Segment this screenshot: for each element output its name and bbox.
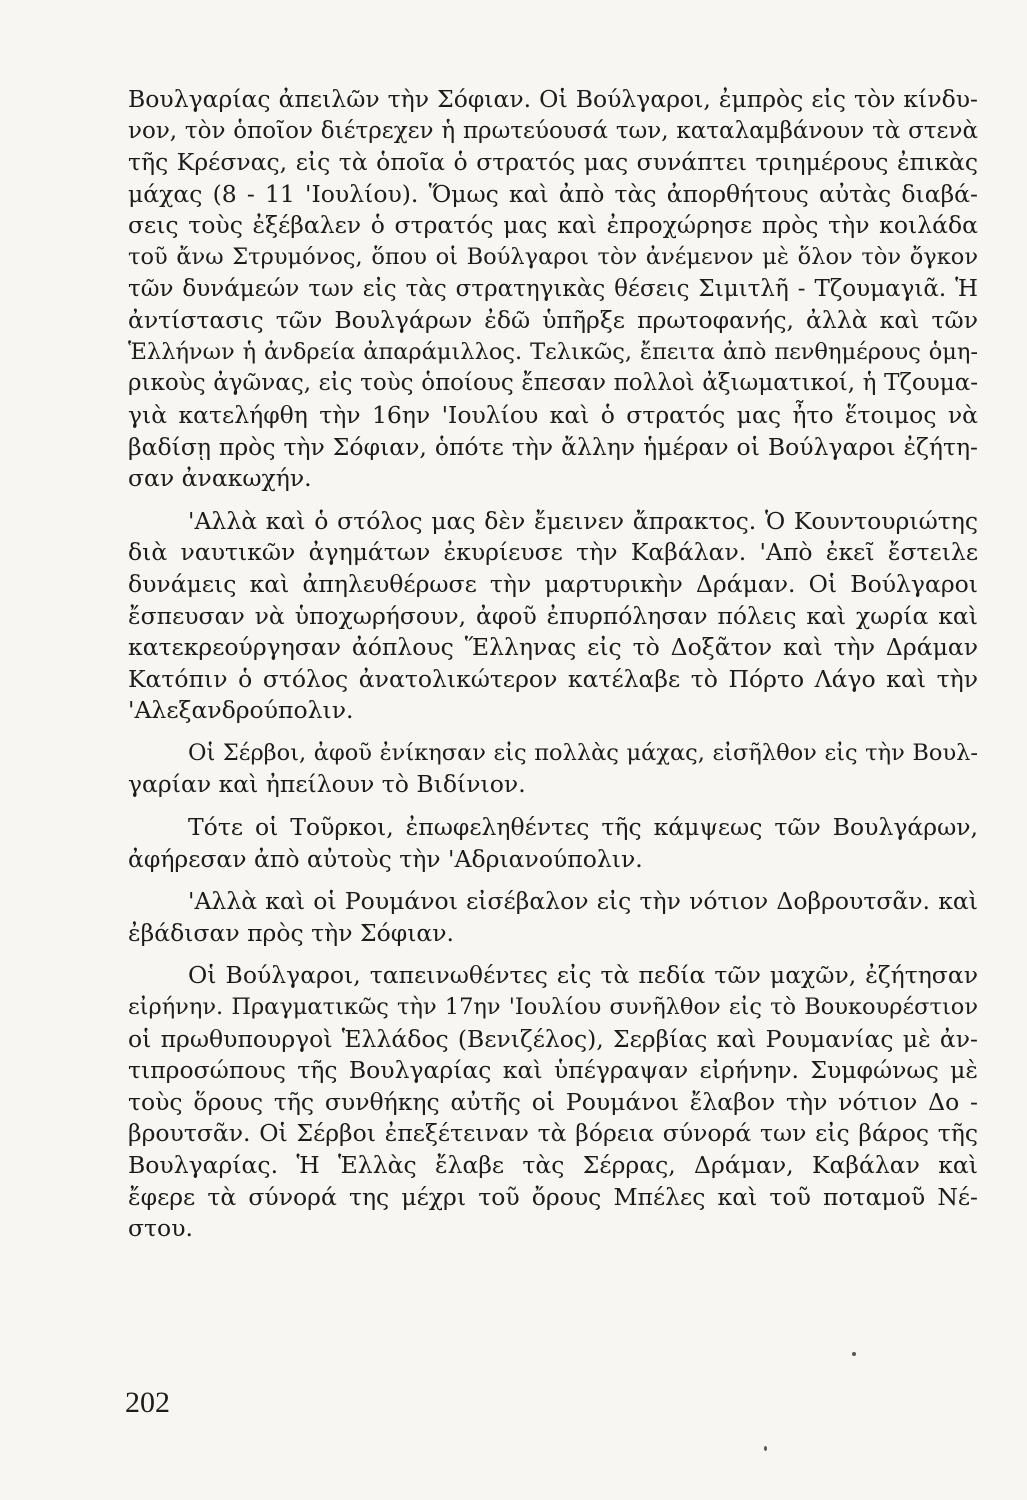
text-line: 'Αλλὰ καὶ ὁ στόλος μας δὲν ἔμεινεν ἄπρακτος. Ὁ Κουντουριώτης <box>188 506 978 535</box>
paragraph <box>128 886 978 949</box>
paragraph <box>128 960 978 1244</box>
text-line: τοὺς ὅρους τῆς συνθήκης αὐτῆς οἱ Ρουμάνοι ἔλαβον τὴν νότιον Δο - <box>128 1087 978 1116</box>
text-line: Βουλγαρίας. Ἡ Ἑλλὰς ἔλαβε τὰς Σέρρας, Δράμαν, Καβάλαν καὶ <box>128 1151 978 1179</box>
paragraph <box>128 84 978 495</box>
text-line: στου. <box>128 1214 193 1243</box>
text-line: βαδίσῃ πρὸς τὴν Σόφιαν, ὁπότε τὴν ἄλλην ἡμέραν οἱ Βούλγαροι ἐζήτη- <box>128 432 978 461</box>
text-line: ἀντίστασις τῶν Βουλγάρων ἐδῶ ὑπῆρξε πρωτοφανής, ἀλλὰ καὶ τῶν <box>128 306 978 335</box>
text-line: μάχας (8 - 11 'Ιουλίου). Ὅμως καὶ ἀπὸ τὰς ἀπορθήτους αὐτὰς διαβά- <box>128 179 978 208</box>
text-line: τῶν δυνάμεών των εἰς τὰς στρατηγικὰς θέσεις Σιμιτλῆ - Τζουμαγιᾶ. Ἡ <box>128 275 978 302</box>
text-line: νον, τὸν ὁποῖον διέτρεχεν ἡ πρωτεύουσά των, καταλαμβάνουν τὰ στενὰ <box>128 117 978 144</box>
page-number: 202 <box>125 1386 170 1419</box>
text-line: τιπροσώπους τῆς Βουλγαρίας καὶ ὑπέγραψαν εἰρήνην. Συμφώνως μὲ <box>128 1056 978 1085</box>
ink-speck <box>852 1352 856 1356</box>
paragraph <box>128 506 978 727</box>
text-line: τοῦ ἄνω Στρυμόνος, ὅπου οἱ Βούλγαροι τὸν ἀνέμενον μὲ ὅλον τὸν ὄγκον <box>128 243 978 270</box>
text-line: ἀφήρεσαν ἀπὸ αὐτοὺς τὴν 'Αδριανούπολιν. <box>128 844 643 873</box>
body-text <box>128 84 978 1256</box>
text-line: ἔσπευσαν νὰ ὑποχωρήσουν, ἀφοῦ ἐπυρπόλησαν πόλεις καὶ χωρία καὶ <box>128 601 978 630</box>
text-line: εἰρήνην. Πραγματικῶς τὴν 17ην 'Ιουλίου συνῆλθον εἰς τὸ Βουκουρέστιον <box>128 994 978 1021</box>
text-line: δυνάμεις καὶ ἀπηλευθέρωσε τὴν μαρτυρικὴν Δράμαν. Οἱ Βούλγαροι <box>128 569 978 598</box>
text-line: Οἱ Σέρβοι, ἀφοῦ ἐνίκησαν εἰς πολλὰς μάχας, εἰσῆλθον εἰς τὴν Βουλ- <box>188 739 978 766</box>
text-line: σεις τοὺς ἐξέβαλεν ὁ στρατός μας καὶ ἐπροχώρησε πρὸς τὴν κοιλάδα <box>128 211 978 240</box>
paragraph <box>128 738 978 801</box>
text-line: Κατόπιν ὁ στόλος ἀνατολικώτερον κατέλαβε τὸ Πόρτο Λάγο καὶ τὴν <box>128 664 978 693</box>
text-line: ἐβάδισαν πρὸς τὴν Σόφιαν. <box>128 918 455 947</box>
text-line: Τότε οἱ Τοῦρκοι, ἐπωφεληθέντες τῆς κάμψεως τῶν Βουλγάρων, <box>188 813 978 842</box>
text-line: ἔφερε τὰ σύνορά της μέχρι τοῦ ὄρους Μπέλες καὶ τοῦ ποταμοῦ Νέ- <box>128 1182 978 1211</box>
text-line: σαν ἀνακωχήν. <box>128 464 312 493</box>
text-line: οἱ πρωθυπουργοὶ Ἑλλάδος (Βενιζέλος), Σερβίας καὶ Ρουμανίας μὲ ἀν- <box>128 1024 978 1053</box>
text-line: κατεκρεούργησαν ἀόπλους Ἕλληνας εἰς τὸ Δοξᾶτον καὶ τὴν Δράμαν <box>128 633 978 662</box>
text-line: ρικοὺς ἀγῶνας, εἰς τοὺς ὁποίους ἔπεσαν πολλοὶ ἀξιωματικοί, ἡ Τζουμα- <box>128 370 978 397</box>
text-line: 'Αλεξανδρούπολιν. <box>128 696 354 725</box>
text-line: Βουλγαρίας ἀπειλῶν τὴν Σόφιαν. Οἱ Βούλγαροι, ἐμπρὸς εἰς τὸν κίνδυ- <box>128 85 978 113</box>
text-line: τῆς Κρέσνας, εἰς τὰ ὁποῖα ὁ στρατός μας συνάπτει τριημέρους ἐπικὰς <box>128 148 978 177</box>
text-line: διὰ ναυτικῶν ἀγημάτων ἐκυρίευσε τὴν Καβάλαν. 'Απὸ ἐκεῖ ἔστειλε <box>128 538 978 567</box>
text-line: γαρίαν καὶ ἠπείλουν τὸ Βιδίνιον. <box>128 770 526 799</box>
text-line: Οἱ Βούλγαροι, ταπεινωθέντες εἰς τὰ πεδία τῶν μαχῶν, ἐζήτησαν <box>188 961 978 990</box>
paragraph <box>128 812 978 875</box>
text-line: γιὰ κατελήφθη τὴν 16ην 'Ιουλίου καὶ ὁ στρατός μας ἦτο ἕτοιμος νὰ <box>128 400 978 429</box>
ink-speck <box>764 1446 767 1451</box>
text-line: βρουτσᾶν. Οἱ Σέρβοι ἐπεξέτειναν τὰ βόρεια σύνορά των εἰς βάρος τῆς <box>128 1119 978 1148</box>
text-line: Ἑλλήνων ἡ ἀνδρεία ἀπαράμιλλος. Τελικῶς, ἔπειτα ἀπὸ πενθημέρους ὁμη- <box>128 338 978 365</box>
text-line: 'Αλλὰ καὶ οἱ Ρουμάνοι εἰσέβαλον εἰς τὴν νότιον Δοβρουτσᾶν. καὶ <box>188 887 978 916</box>
